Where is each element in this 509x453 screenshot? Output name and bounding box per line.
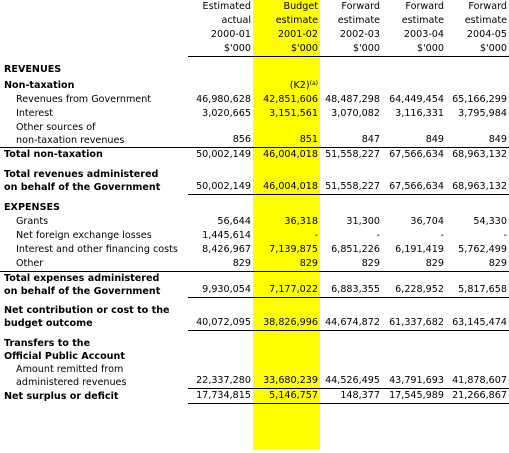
col-header: estimate [275, 15, 318, 26]
cell: 50,002,149 [188, 168, 253, 194]
cell: 17,545,989 [382, 389, 446, 404]
cell: 38,826,996 [253, 304, 320, 330]
table-row [0, 257, 509, 272]
cell: 46,980,628 [196, 94, 251, 105]
cell: 46,004,018 [263, 149, 318, 160]
cell: 36,704 [410, 215, 444, 227]
row-label: Other sources of non-taxation revenues [16, 122, 125, 146]
cell: 22,337,280 [188, 363, 253, 389]
col-header: Forward [468, 1, 507, 12]
cell: 17,734,815 [188, 389, 253, 404]
cell: 54,330 [473, 215, 507, 227]
row-label: Interest [16, 108, 53, 119]
cell: 5,146,757 [253, 389, 320, 404]
cell: 61,337,682 [382, 304, 446, 330]
table-row [0, 107, 509, 121]
cell: 5,762,499 [458, 243, 507, 255]
cell: 68,963,132 [446, 168, 509, 194]
cell: 8,426,967 [202, 243, 251, 255]
total-row [0, 168, 509, 194]
table-row [0, 215, 509, 229]
cell: 3,070,082 [331, 108, 380, 119]
cell: 829 [425, 257, 444, 269]
non-taxation-subheading: Non-taxation [4, 80, 75, 91]
col-header: Budget [283, 1, 318, 12]
cell: 48,487,298 [325, 94, 380, 105]
cell: 43,791,693 [382, 363, 446, 389]
cell: 46,004,018 [253, 168, 320, 194]
cell: 6,228,952 [382, 271, 446, 298]
cell: 829 [361, 257, 380, 269]
col-header: Forward [341, 1, 380, 12]
cell: 44,526,495 [320, 363, 382, 389]
col-year: 2000-01 [210, 29, 251, 40]
row-label: Grants [16, 215, 49, 227]
row-label: Net contribution or cost to the budget outcome [4, 305, 170, 329]
cell: 847 [361, 134, 380, 145]
header-row-3 [0, 28, 509, 42]
cell: - [314, 229, 318, 241]
net-surplus-row [0, 389, 509, 404]
section-heading [0, 201, 509, 215]
cell: 40,072,095 [188, 304, 253, 330]
subheading-row [0, 77, 509, 93]
header-row-4 [0, 42, 509, 57]
cell: 64,449,454 [389, 94, 444, 105]
cell: 42,851,606 [263, 94, 318, 105]
col-header: estimate [464, 15, 507, 26]
row-label: Total revenues administered on behalf of the Government [4, 169, 161, 193]
table-row [0, 93, 509, 107]
cell: 7,139,875 [269, 243, 318, 255]
header-row-2 [0, 14, 509, 28]
header-row-1 [0, 0, 509, 14]
cell: 21,266,867 [446, 389, 509, 404]
col-year: 2001-02 [277, 29, 318, 40]
cell: 56,644 [217, 215, 251, 227]
cell: 51,558,227 [325, 149, 380, 160]
col-year: 2002-03 [339, 29, 380, 40]
expenses-heading: EXPENSES [4, 201, 60, 213]
row-label: Revenues from Government [16, 94, 152, 105]
reference-note: $(K2)^{(a)}$ [289, 80, 318, 91]
cell: - [503, 229, 507, 241]
cell: 33,680,239 [253, 363, 320, 389]
cell: 849 [488, 134, 507, 145]
col-unit: $'000 [253, 42, 320, 57]
total-row [0, 271, 509, 298]
cell: 829 [232, 257, 251, 269]
cell: - [440, 229, 444, 241]
cell: 6,883,355 [320, 271, 382, 298]
cell: 3,020,665 [202, 108, 251, 119]
cell: 65,166,299 [452, 94, 507, 105]
cell: 3,151,561 [269, 108, 318, 119]
cell: - [376, 229, 380, 241]
col-year: 2004-05 [466, 29, 507, 40]
row-label: Interest and other financing costs [16, 243, 178, 255]
cell: 6,191,419 [395, 243, 444, 255]
cell: 829 [488, 257, 507, 269]
section-heading [0, 337, 509, 363]
col-header: estimate [337, 15, 380, 26]
cell: 829 [299, 257, 318, 269]
cell: 67,566,634 [389, 149, 444, 160]
row-label: Net surplus or deficit [4, 390, 119, 402]
total-row [0, 148, 509, 163]
cell: 44,674,872 [320, 304, 382, 330]
cell: 51,558,227 [320, 168, 382, 194]
cell: 851 [299, 134, 318, 145]
cell: 849 [425, 134, 444, 145]
cell: 9,930,054 [188, 271, 253, 298]
cell: 856 [232, 134, 251, 145]
cell: 1,445,614 [202, 229, 251, 241]
col-year: 2003-04 [403, 29, 444, 40]
col-header: actual [221, 15, 251, 26]
col-header: Forward [405, 1, 444, 12]
cell: 63,145,474 [446, 304, 509, 330]
cell: 68,963,132 [452, 149, 507, 160]
revenues-heading: REVENUES [4, 64, 62, 75]
row-label: Total non-taxation [4, 149, 103, 160]
col-unit: $'000 [320, 42, 382, 57]
col-unit: $'000 [188, 42, 253, 57]
col-unit: $'000 [446, 42, 509, 57]
cell: 3,795,984 [458, 108, 507, 119]
cell: 41,878,607 [446, 363, 509, 389]
col-header: estimate [401, 15, 444, 26]
col-unit: $'000 [382, 42, 446, 57]
cell: 6,851,226 [331, 243, 380, 255]
cell: 7,177,022 [253, 271, 320, 298]
row-label: Total expenses administered on behalf of the Government [4, 272, 161, 297]
cell: 36,318 [284, 215, 318, 227]
net-contribution-row [0, 304, 509, 330]
row-label: Net foreign exchange losses [16, 229, 152, 241]
transfers-heading: Transfers to the Official Public Account [4, 337, 125, 362]
table-row [0, 229, 509, 243]
table-row [0, 121, 509, 148]
cell: 5,817,658 [446, 271, 509, 298]
cell: 67,566,634 [382, 168, 446, 194]
table-row [0, 243, 509, 257]
row-label: Other [16, 257, 44, 269]
table-row [0, 363, 509, 389]
cell: 31,300 [346, 215, 380, 227]
row-label: Amount remitted from administered revenues [16, 363, 127, 388]
cell: 50,002,149 [196, 149, 251, 160]
cell: 148,377 [320, 389, 382, 404]
col-header: Estimated [202, 1, 251, 12]
cell: 3,116,331 [395, 108, 444, 119]
section-heading [0, 63, 509, 77]
